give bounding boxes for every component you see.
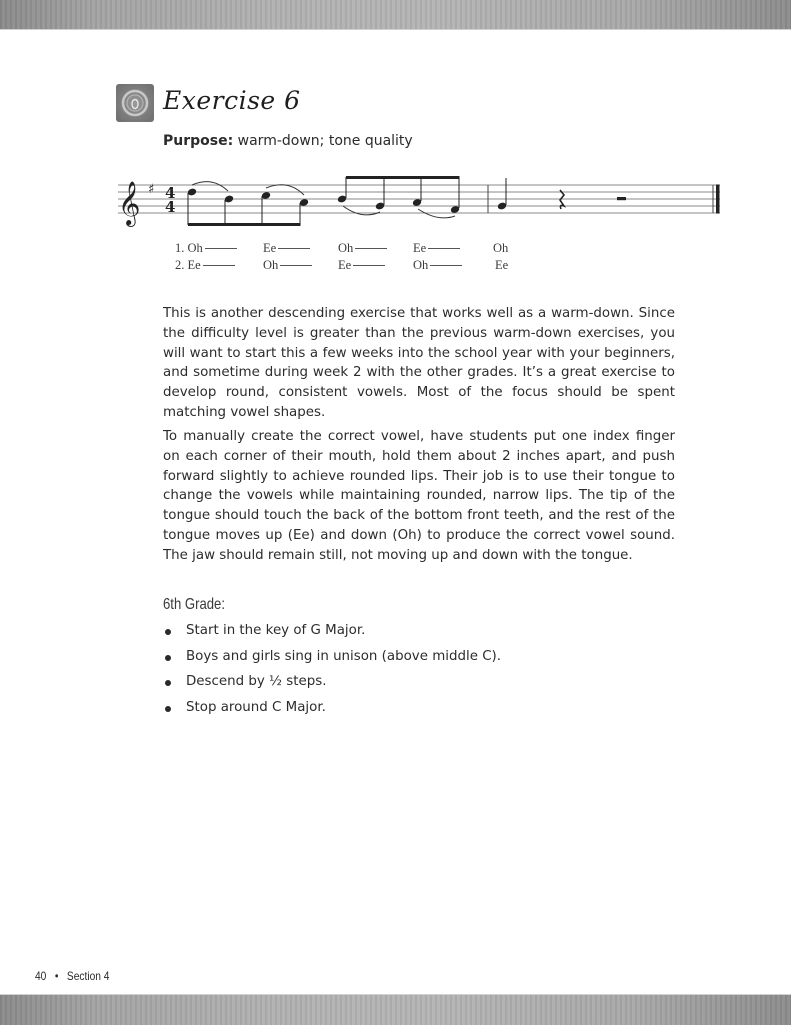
bullet-icon (165, 706, 171, 712)
bullet-item (163, 700, 501, 726)
time-signature-top: 4 (165, 184, 176, 202)
final-barline-thick (716, 185, 720, 214)
exercise-title: Exercise 6 (163, 86, 301, 115)
lyric-syllable: Ee (263, 241, 310, 256)
beam (188, 223, 301, 226)
lyrics (175, 241, 535, 275)
page-footer (35, 969, 109, 983)
footer-separator: • (54, 969, 59, 983)
notes-group-1 (187, 188, 309, 207)
lyric-syllable: Oh (413, 258, 462, 273)
stems-group-1 (188, 193, 300, 225)
lyric-syllable: Ee (495, 258, 509, 272)
paragraph-2: To manually create the correct vowel, have students put one index finger on each corner of their mouth, hold them about 2 inches apart, and push forward slightly to achieve rounded lips. Their job is to use their tongue to change the vowels while maintaining rounded, narrow lips. The tip of the tongue should touch the back of the bottom front teeth, and the rest of the tongue moves up (Ee) and down (Oh) to produce the correct vowel sound. The jaw should remain still, not moving up and down with the tongue. (163, 429, 675, 563)
lyric-syllable: Oh (263, 258, 312, 273)
music-staff (0, 0, 791, 240)
bullet-icon (165, 629, 171, 635)
slur (343, 206, 380, 215)
bullet-text: Stop around C Major. (186, 699, 326, 715)
slur (266, 185, 304, 195)
grade-heading: 6th Grade: (163, 596, 225, 613)
lyric-syllable: Oh (338, 241, 387, 256)
purpose-value: warm-down; tone quality (237, 133, 413, 149)
purpose-label: Purpose: (163, 133, 234, 149)
lyric-syllable: 2. Ee (175, 258, 235, 273)
bullet-icon (165, 655, 171, 661)
lyric-syllable: Ee (413, 241, 460, 256)
page-number: 40 (35, 969, 47, 983)
beam (346, 176, 460, 179)
slur (192, 182, 228, 191)
bullet-icon (165, 680, 171, 686)
lyric-row-1 (175, 241, 535, 258)
bullet-item (163, 674, 501, 700)
lyric-syllable: Ee (338, 258, 385, 273)
notes-group-2 (337, 195, 460, 214)
bullet-text: Descend by ½ steps. (186, 674, 327, 689)
section-label: Section 4 (66, 969, 110, 983)
bullet-text: Start in the key of G Major. (186, 623, 366, 638)
bullet-item (163, 623, 501, 649)
lyric-row-2 (175, 258, 535, 275)
treble-clef-icon: 𝄞 (118, 181, 141, 225)
staff-lines (118, 185, 720, 213)
bullet-text: Boys and girls sing in unison (above middle C). (186, 648, 502, 664)
sharp-icon: ♯ (148, 182, 155, 197)
lyric-syllable: Oh (493, 241, 509, 255)
time-signature-bottom: 4 (165, 198, 176, 216)
bottom-decorative-band (0, 994, 791, 1025)
half-rest-icon (617, 197, 626, 200)
grade-bullet-list (163, 623, 501, 725)
lyric-syllable: 1. Oh (175, 241, 237, 256)
bullet-item (163, 649, 501, 675)
paragraph-1: This is another descending exercise that works well as a warm-down. Since the difficulty level is greater than the previous warm-down exercises, you will want to start this a few weeks into the school year with your beginners, and sometime during week 2 with the other grades. It’s a great exercise to develop round, consistent vowels. Most of the focus should be spent matching vowel shapes. (163, 306, 675, 420)
